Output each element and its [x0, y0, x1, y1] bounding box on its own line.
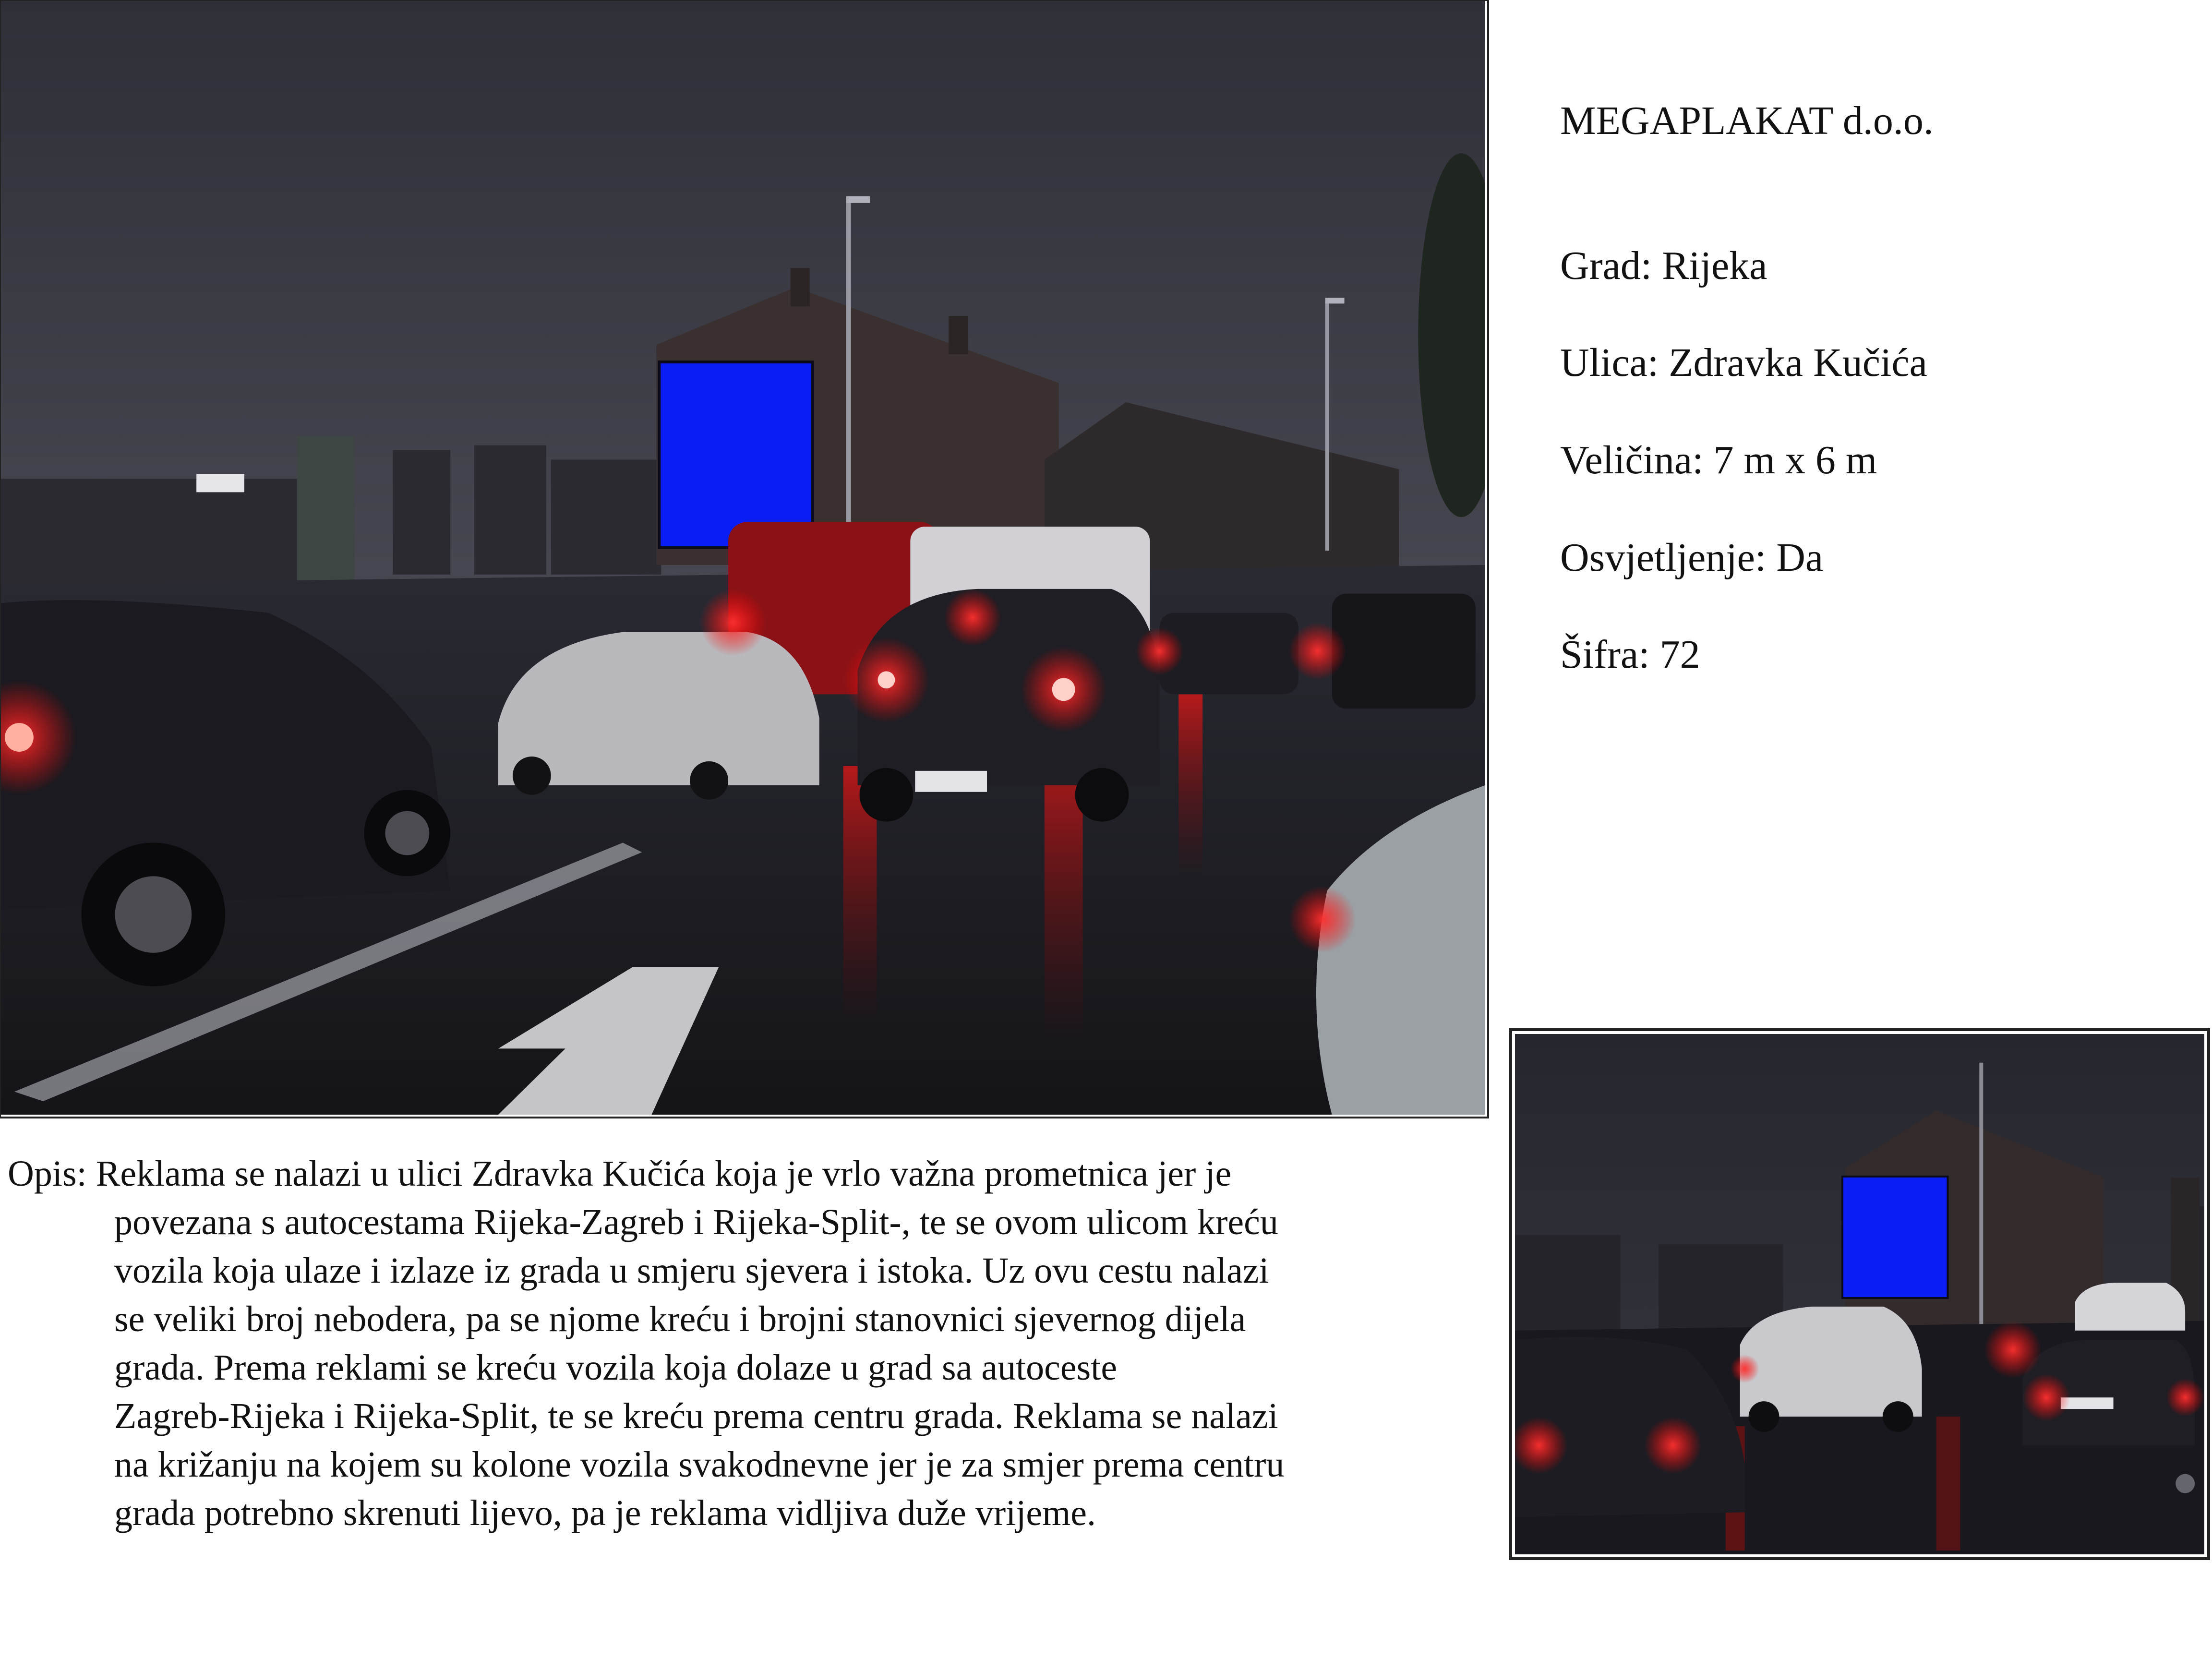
code-field: Šifra: 72 — [1560, 632, 1700, 677]
description-line: Zagreb-Rijeka i Rijeka-Split, te se kreću prema centru grada. Reklama se nalazi — [114, 1396, 1278, 1436]
size-field: Veličina: 7 m x 6 m — [1560, 438, 1877, 482]
main-street-photo — [0, 0, 1488, 1118]
description-line: povezana s autocestama Rijeka-Zagreb i Rijeka-Split-, te se ovom ulicom kreću — [114, 1202, 1278, 1242]
description-line: grada potrebno skrenuti lijevo, pa je reklama vidljiva duže vrijeme. — [114, 1493, 1096, 1533]
description-line: se veliki broj nebodera, pa se njome kreću i brojni stanovnici sjevernog dijela — [114, 1299, 1246, 1339]
main-street-photo-image — [0, 0, 1485, 1115]
description-line: grada. Prema reklami se kreću vozila koja dolaze u grad sa autoceste — [114, 1347, 1118, 1388]
city-field: Grad: Rijeka — [1560, 243, 1767, 288]
company-name: MEGAPLAKAT d.o.o. — [1560, 98, 1934, 143]
description-line: na križanju na kojem su kolone vozila svakodnevne jer je za smjer prema centru — [114, 1444, 1285, 1485]
thumbnail-photo-image — [1515, 1034, 2204, 1554]
thumbnail-photo — [1509, 1028, 2210, 1560]
description — [8, 1150, 1520, 1538]
lighting-field: Osvjetljenje: Da — [1560, 535, 1824, 580]
description-line: Opis: Reklama se nalazi u ulici Zdravka Kučića koja je vrlo važna prometnica jer je — [8, 1154, 1232, 1194]
description-line: vozila koja ulaze i izlaze iz grada u smjeru sjevera i istoka. Uz ovu cestu nalazi — [114, 1250, 1269, 1291]
street-field: Ulica: Zdravka Kučića — [1560, 340, 1927, 385]
